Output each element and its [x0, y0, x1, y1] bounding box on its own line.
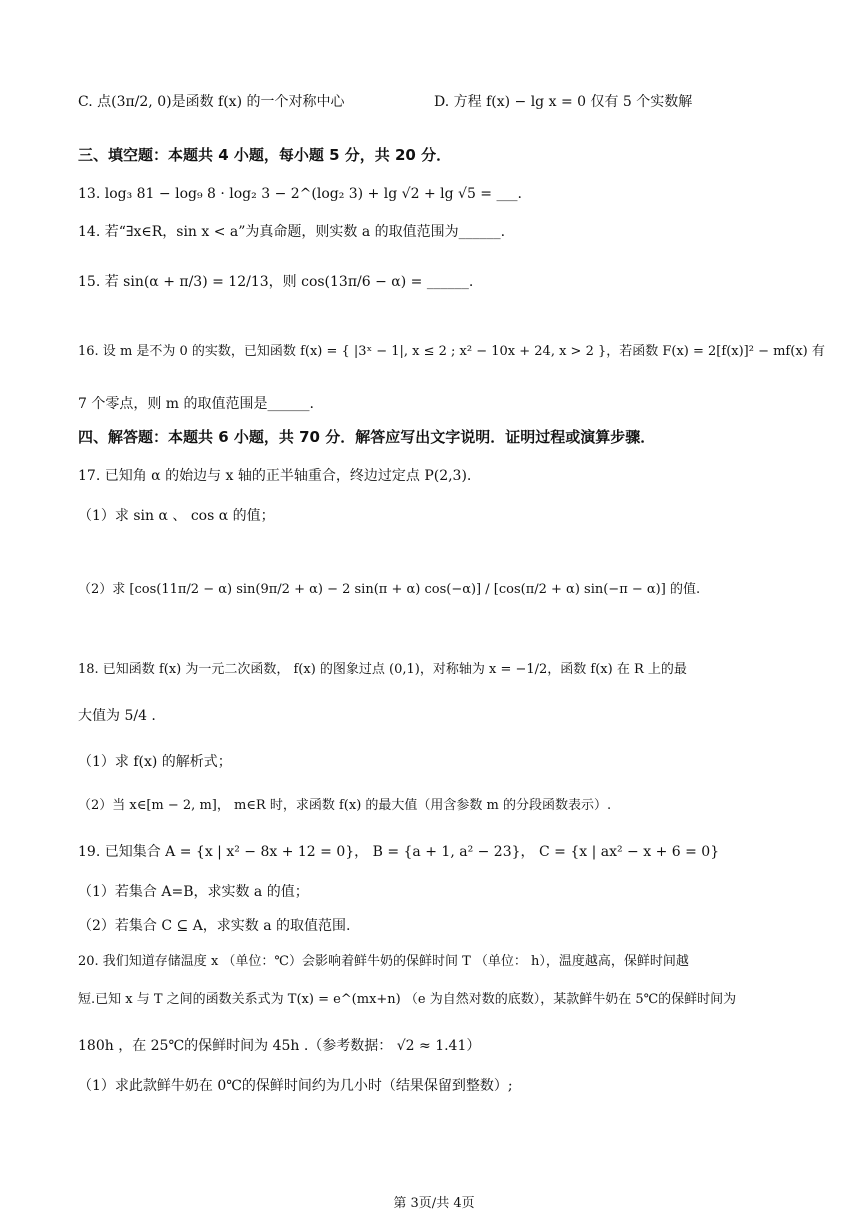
question-20-line3: 180h ，在 25℃的保鲜时间为 45h .（参考数据： √2 ≈ 1.41） — [78, 1038, 481, 1054]
question-19-part2: （2）若集合 C ⊆ A，求实数 a 的取值范围. — [78, 918, 351, 934]
question-18-part2: （2）当 x∈[m − 2, m]， m∈R 时，求函数 f(x) 的最大值（用含参数 m 的分段函数表示）. — [78, 798, 612, 813]
question-18-line2: 大值为 5/4 . — [78, 708, 156, 724]
question-16-line2: 7 个零点，则 m 的取值范围是______. — [78, 396, 314, 412]
question-14: 14. 若“∃x∈R，sin x < a”为真命题，则实数 a 的取值范围为______. — [78, 224, 506, 240]
section-answer-heading: 四、解答题：本题共 6 小题，共 70 分．解答应写出文字说明．证明过程或演算步骤． — [78, 428, 656, 446]
question-18-part1: （1）求 f(x) 的解析式； — [78, 754, 232, 770]
question-17-part2: （2）求 [cos(11π/2 − α) sin(9π/2 + α) − 2 sin(π + α) cos(−α)] / [cos(π/2 + α) sin(−π − α)] 的值. — [78, 582, 701, 597]
question-13: 13. log₃ 81 − log₉ 8 · log₂ 3 − 2^(log₂ 3) + lg √2 + lg √5 = ___. — [78, 186, 522, 202]
question-17-part1: （1）求 sin α 、 cos α 的值； — [78, 508, 275, 524]
question-19: 19. 已知集合 A = {x | x² − 8x + 12 = 0}， B = {a + 1, a² − 23}， C = {x | ax² − x + 6 = 0} — [78, 844, 720, 860]
section-fill-in-heading: 三、填空题：本题共 4 小题，每小题 5 分，共 20 分． — [78, 146, 452, 164]
question-20-part1: （1）求此款鲜牛奶在 0℃的保鲜时间约为几小时（结果保留到整数）; — [78, 1078, 513, 1094]
question-16-line1: 16. 设 m 是不为 0 的实数，已知函数 f(x) = { |3ˣ − 1|, x ≤ 2 ; x² − 10x + 24, x > 2 }，若函数 F(x) = 2[f(x)]² − mf(x) 有 — [78, 344, 825, 359]
question-20-line2: 短.已知 x 与 T 之间的函数关系式为 T(x) = e^(mx+n) （e 为自然对数的底数），某款鲜牛奶在 5℃的保鲜时间为 — [78, 992, 737, 1007]
question-19-part1: （1）若集合 A=B，求实数 a 的值； — [78, 884, 309, 900]
question-18-line1: 18. 已知函数 f(x) 为一元二次函数， f(x) 的图象过点 (0,1)，对称轴为 x = −1/2，函数 f(x) 在 R 上的最 — [78, 662, 687, 677]
question-15: 15. 若 sin(α + π/3) = 12/13，则 cos(13π/6 − α) = ______. — [78, 274, 474, 290]
option-c: C. 点(3π/2, 0)是函数 f(x) 的一个对称中心 — [78, 94, 345, 110]
question-20-line1: 20. 我们知道存储温度 x （单位：℃）会影响着鲜牛奶的保鲜时间 T （单位： h），温度越高，保鲜时间越 — [78, 954, 689, 969]
option-d: D. 方程 f(x) − lg x = 0 仅有 5 个实数解 — [434, 94, 693, 110]
question-17: 17. 已知角 α 的始边与 x 轴的正半轴重合，终边过定点 P(2,3). — [78, 468, 472, 484]
page-number: 第 3页/共 4页 — [393, 1196, 475, 1211]
